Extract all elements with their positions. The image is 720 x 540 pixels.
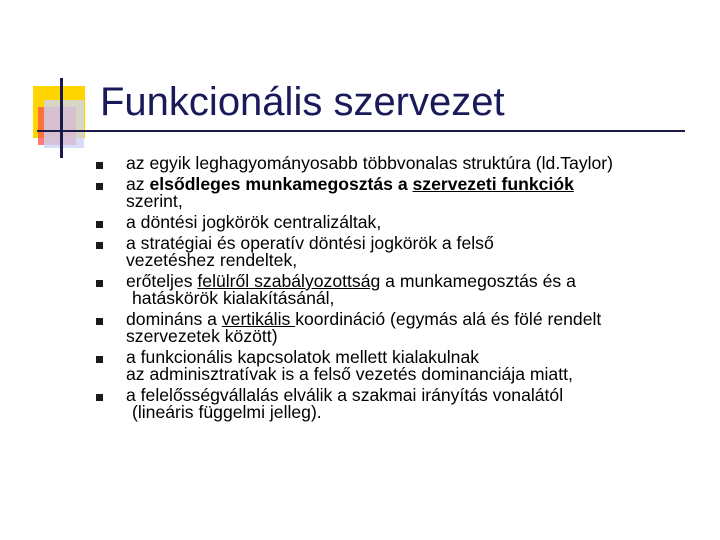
bullet-text: vertikális <box>221 309 296 329</box>
bullet-line <box>126 176 696 193</box>
bullet-line <box>126 366 696 383</box>
bullet-text: (lineáris függelmi jelleg). <box>132 402 322 422</box>
bullet-marker <box>96 318 103 325</box>
bullet-text: domináns a <box>126 309 222 329</box>
bullet-marker <box>96 242 103 249</box>
bullet-line <box>126 290 696 307</box>
slide-title: Funkcionális szervezet <box>100 80 505 124</box>
bullet-text: az adminisztratívak is a felső vezetés dominanciája miatt, <box>126 364 573 384</box>
bullet-text: a stratégiai és operatív döntési jogkörök a felső <box>126 233 494 253</box>
bullet-text: a munkamegosztás és a <box>380 271 576 291</box>
bullet-text: felülről szabályozottság <box>197 271 381 291</box>
bullet-marker <box>96 394 103 401</box>
bullet-text: hatáskörök kialakításánál, <box>132 288 335 308</box>
bullet-line <box>126 328 696 345</box>
bullet-text: elsődleges munkamegosztás a <box>149 174 413 194</box>
bullet-item <box>96 349 696 383</box>
bullet-item <box>96 176 696 210</box>
bullet-item <box>96 235 696 269</box>
bullet-line <box>126 252 696 269</box>
bullet-item <box>96 273 696 307</box>
bullet-text: koordináció (egymás alá és fölé rendelt <box>295 309 602 329</box>
bullet-text: szerint, <box>126 191 183 211</box>
bullet-text: a döntési jogkörök centralizáltak, <box>126 212 382 232</box>
bullet-marker <box>96 221 103 228</box>
bullet-text: az egyik leghagyományosabb többvonalas struktúra (ld.Taylor) <box>126 153 614 173</box>
bullet-item <box>96 311 696 345</box>
bullet-text: erőteljes <box>126 271 198 291</box>
decor-vertical-line <box>60 78 63 158</box>
bullet-marker <box>96 162 103 169</box>
bullet-list <box>96 155 696 425</box>
bullet-marker <box>96 280 103 287</box>
bullet-line <box>126 404 696 421</box>
bullet-text: szervezeti funkciók <box>412 174 574 194</box>
bullet-marker <box>96 356 103 363</box>
bullet-text: szervezetek között) <box>126 326 278 346</box>
bullet-text: a funkcionális kapcsolatok mellett kialakulnak <box>126 347 480 367</box>
bullet-line <box>126 214 696 231</box>
bullet-marker <box>96 183 103 190</box>
bullet-text: a felelősségvállalás elválik a szakmai irányítás vonalától <box>126 385 564 405</box>
bullet-line <box>126 193 696 210</box>
bullet-line <box>126 155 696 172</box>
bullet-item <box>96 155 696 172</box>
decor-blue-square <box>44 100 84 148</box>
bullet-item <box>96 214 696 231</box>
bullet-text: vezetéshez rendeltek, <box>126 250 298 270</box>
decor-horizontal-line <box>37 130 685 132</box>
bullet-text: az <box>126 174 150 194</box>
bullet-item <box>96 387 696 421</box>
